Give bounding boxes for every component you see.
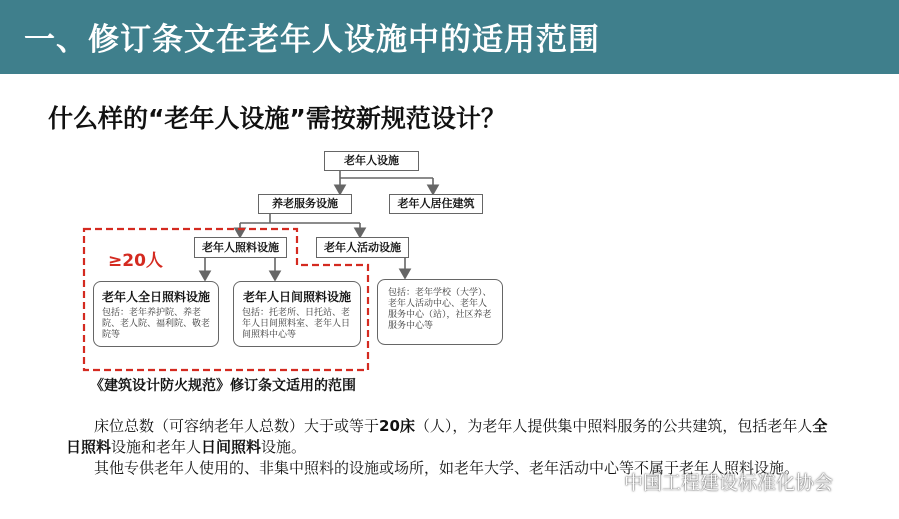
paragraph-definition: 床位总数（可容纳老年人总数）大于或等于20床（人），为老年人提供集中照料服务的公共建筑，包括老年人全日照料设施和老年人日间照料设施。 [66,417,828,456]
node-description: 包括：托老所、日托站、老年人日间照料室、老年人日间照料中心等 [242,308,351,340]
wechat-icon [596,474,620,494]
node-description: 包括：老年养护院、养老院、老人院、福利院、敬老院等 [102,308,211,340]
node-label: 老年人设施 [344,154,399,167]
node-elderly-service-facility [258,194,352,214]
node-title: 老年人日间照料设施 [242,290,351,304]
node-daytime-care [233,281,361,347]
node-elderly-facility [324,151,419,171]
threshold-label: ≥20人 [108,251,163,271]
node-label: 养老服务设施 [272,197,338,210]
node-description: 包括：老年学校（大学）、老年人活动中心、老年人服务中心（站），社区养老服务中心等 [388,288,492,331]
node-elderly-activity-facility [316,237,409,258]
figure-caption: 《建筑设计防火规范》修订条文适用的范围 [90,378,356,394]
watermark-text: 中国工程建设标准化协会 [624,472,834,494]
node-label: 老年人活动设施 [324,241,401,254]
paragraph-exclusion: 其他专供老年人使用的、非集中照料的设施或场所，如老年大学、老年活动中心等不属于老年人照料设施。 [94,459,800,477]
node-title: 老年人全日照料设施 [102,290,211,304]
node-label: 老年人照料设施 [202,241,279,254]
node-fullday-care [93,281,219,347]
subtitle: 什么样的“老年人设施”需按新规范设计？ [48,104,506,133]
node-elderly-care-facility [194,237,287,258]
page-title: 一、修订条文在老年人设施中的适用范围 [24,22,600,58]
node-activity-description [377,279,503,345]
node-elderly-residential [389,194,483,214]
node-label: 老年人居住建筑 [397,197,475,210]
watermark [596,468,833,495]
